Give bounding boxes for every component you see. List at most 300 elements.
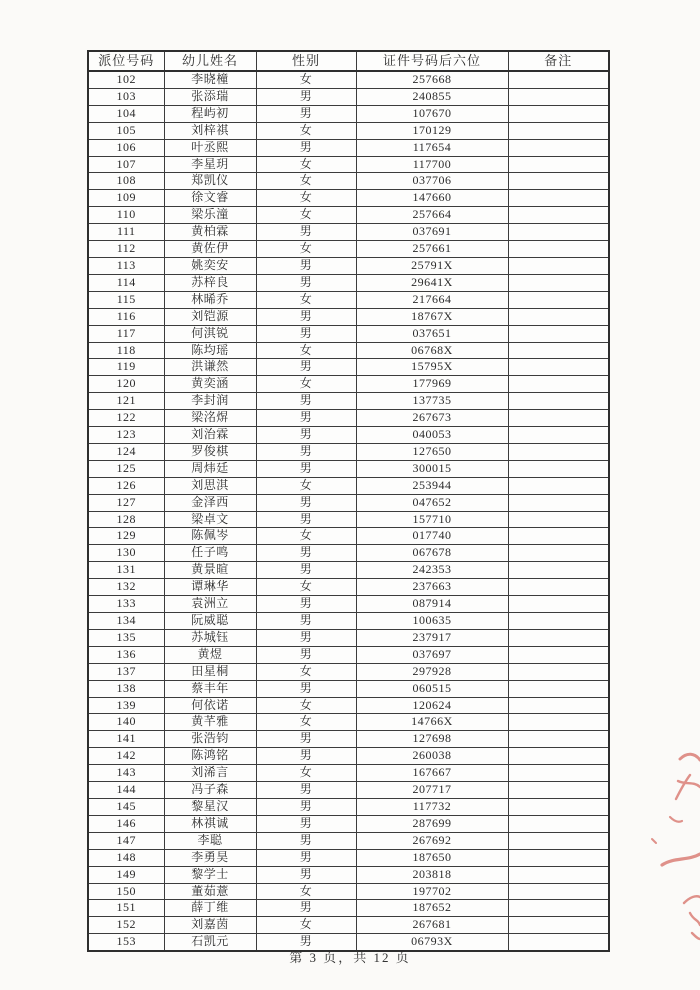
- cell-name: 黄佐伊: [164, 241, 256, 258]
- table-body: [88, 71, 609, 951]
- cell-name: 苏城钰: [164, 629, 256, 646]
- cell-id6: 107670: [356, 105, 508, 122]
- cell-name: 蔡丰年: [164, 680, 256, 697]
- table-row: [88, 224, 609, 241]
- cell-id6: 037651: [356, 325, 508, 342]
- cell-id6: 170129: [356, 122, 508, 139]
- cell-name: 董茹薏: [164, 883, 256, 900]
- table-header-row: [88, 51, 609, 71]
- table-row: [88, 427, 609, 444]
- cell-note: [508, 224, 609, 241]
- table-row: [88, 477, 609, 494]
- cell-gender: 女: [256, 528, 356, 545]
- cell-note: [508, 88, 609, 105]
- cell-id6: 237663: [356, 579, 508, 596]
- table-row: [88, 325, 609, 342]
- cell-note: [508, 900, 609, 917]
- cell-no: 135: [88, 629, 164, 646]
- cell-note: [508, 393, 609, 410]
- cell-note: [508, 680, 609, 697]
- cell-gender: 男: [256, 731, 356, 748]
- cell-note: [508, 545, 609, 562]
- cell-id6: 297928: [356, 663, 508, 680]
- cell-id6: 25791X: [356, 257, 508, 274]
- cell-id6: 253944: [356, 477, 508, 494]
- cell-gender: 男: [256, 849, 356, 866]
- cell-id6: 257661: [356, 241, 508, 258]
- cell-note: [508, 883, 609, 900]
- cell-no: 110: [88, 207, 164, 224]
- cell-gender: 女: [256, 376, 356, 393]
- cell-name: 谭琳华: [164, 579, 256, 596]
- table-row: [88, 900, 609, 917]
- cell-id6: 037706: [356, 173, 508, 190]
- cell-name: 刘治霖: [164, 427, 256, 444]
- cell-id6: 177969: [356, 376, 508, 393]
- cell-id6: 15795X: [356, 359, 508, 376]
- cell-name: 林祺诚: [164, 815, 256, 832]
- cell-no: 125: [88, 460, 164, 477]
- cell-no: 136: [88, 646, 164, 663]
- cell-note: [508, 579, 609, 596]
- cell-no: 152: [88, 917, 164, 934]
- cell-no: 129: [88, 528, 164, 545]
- cell-id6: 257668: [356, 71, 508, 88]
- cell-gender: 男: [256, 629, 356, 646]
- cell-id6: 067678: [356, 545, 508, 562]
- cell-name: 李勇昊: [164, 849, 256, 866]
- cell-gender: 女: [256, 173, 356, 190]
- cell-id6: 047652: [356, 494, 508, 511]
- table-row: [88, 883, 609, 900]
- cell-note: [508, 511, 609, 528]
- cell-note: [508, 798, 609, 815]
- cell-name: 冯子森: [164, 782, 256, 799]
- table-row: [88, 562, 609, 579]
- cell-id6: 100635: [356, 613, 508, 630]
- cell-gender: 男: [256, 393, 356, 410]
- cell-gender: 女: [256, 207, 356, 224]
- cell-note: [508, 849, 609, 866]
- cell-id6: 017740: [356, 528, 508, 545]
- cell-gender: 男: [256, 257, 356, 274]
- cell-name: 黄芊雅: [164, 714, 256, 731]
- cell-id6: 29641X: [356, 274, 508, 291]
- cell-gender: 男: [256, 562, 356, 579]
- cell-no: 120: [88, 376, 164, 393]
- table-row: [88, 393, 609, 410]
- cell-name: 田星桐: [164, 663, 256, 680]
- cell-name: 黄奕涵: [164, 376, 256, 393]
- cell-id6: 267692: [356, 832, 508, 849]
- cell-no: 146: [88, 815, 164, 832]
- table-row: [88, 629, 609, 646]
- table-row: [88, 71, 609, 88]
- cell-gender: 男: [256, 88, 356, 105]
- cell-name: 梁乐潼: [164, 207, 256, 224]
- cell-gender: 男: [256, 815, 356, 832]
- cell-no: 127: [88, 494, 164, 511]
- cell-name: 何淇锐: [164, 325, 256, 342]
- table-row: [88, 680, 609, 697]
- cell-id6: 203818: [356, 866, 508, 883]
- cell-gender: 男: [256, 934, 356, 951]
- cell-gender: 男: [256, 511, 356, 528]
- cell-no: 114: [88, 274, 164, 291]
- cell-note: [508, 241, 609, 258]
- table-row: [88, 849, 609, 866]
- cell-name: 姚奕安: [164, 257, 256, 274]
- cell-name: 石凯元: [164, 934, 256, 951]
- cell-no: 106: [88, 139, 164, 156]
- cell-no: 131: [88, 562, 164, 579]
- cell-name: 李封润: [164, 393, 256, 410]
- table-row: [88, 156, 609, 173]
- cell-gender: 男: [256, 900, 356, 917]
- column-header-note: 备注: [508, 51, 609, 71]
- cell-note: [508, 629, 609, 646]
- cell-id6: 117732: [356, 798, 508, 815]
- table-row: [88, 410, 609, 427]
- cell-no: 137: [88, 663, 164, 680]
- cell-name: 梁卓文: [164, 511, 256, 528]
- cell-no: 102: [88, 71, 164, 88]
- table-row: [88, 291, 609, 308]
- cell-name: 阮威聪: [164, 613, 256, 630]
- cell-note: [508, 646, 609, 663]
- cell-name: 叶丞熙: [164, 139, 256, 156]
- cell-name: 薛丁维: [164, 900, 256, 917]
- cell-note: [508, 697, 609, 714]
- cell-name: 苏梓良: [164, 274, 256, 291]
- cell-name: 李聪: [164, 832, 256, 849]
- cell-note: [508, 71, 609, 88]
- cell-gender: 男: [256, 105, 356, 122]
- cell-gender: 男: [256, 613, 356, 630]
- cell-id6: 040053: [356, 427, 508, 444]
- cell-no: 151: [88, 900, 164, 917]
- table-row: [88, 359, 609, 376]
- table-row: [88, 88, 609, 105]
- cell-id6: 267681: [356, 917, 508, 934]
- cell-name: 刘铠源: [164, 308, 256, 325]
- cell-note: [508, 731, 609, 748]
- table-row: [88, 443, 609, 460]
- table-row: [88, 511, 609, 528]
- cell-name: 周炜廷: [164, 460, 256, 477]
- table-row: [88, 460, 609, 477]
- cell-id6: 217664: [356, 291, 508, 308]
- table-row: [88, 274, 609, 291]
- table-row: [88, 139, 609, 156]
- cell-gender: 男: [256, 646, 356, 663]
- table-row: [88, 815, 609, 832]
- cell-no: 149: [88, 866, 164, 883]
- cell-note: [508, 866, 609, 883]
- cell-note: [508, 291, 609, 308]
- cell-id6: 187652: [356, 900, 508, 917]
- cell-note: [508, 105, 609, 122]
- table-row: [88, 832, 609, 849]
- cell-name: 刘梓祺: [164, 122, 256, 139]
- cell-gender: 女: [256, 714, 356, 731]
- cell-no: 145: [88, 798, 164, 815]
- cell-note: [508, 207, 609, 224]
- cell-gender: 男: [256, 427, 356, 444]
- cell-note: [508, 748, 609, 765]
- column-header-number: 派位号码: [88, 51, 164, 71]
- cell-no: 143: [88, 765, 164, 782]
- cell-id6: 187650: [356, 849, 508, 866]
- cell-id6: 207717: [356, 782, 508, 799]
- cell-id6: 060515: [356, 680, 508, 697]
- cell-name: 徐文睿: [164, 190, 256, 207]
- cell-gender: 男: [256, 832, 356, 849]
- cell-id6: 287699: [356, 815, 508, 832]
- cell-note: [508, 173, 609, 190]
- cell-note: [508, 257, 609, 274]
- cell-no: 128: [88, 511, 164, 528]
- cell-id6: 240855: [356, 88, 508, 105]
- cell-no: 122: [88, 410, 164, 427]
- cell-note: [508, 917, 609, 934]
- cell-no: 111: [88, 224, 164, 241]
- table-row: [88, 105, 609, 122]
- table-row: [88, 241, 609, 258]
- cell-gender: 女: [256, 291, 356, 308]
- table-row: [88, 646, 609, 663]
- cell-name: 黄景暄: [164, 562, 256, 579]
- table-row: [88, 494, 609, 511]
- cell-note: [508, 139, 609, 156]
- cell-no: 119: [88, 359, 164, 376]
- cell-id6: 197702: [356, 883, 508, 900]
- cell-gender: 男: [256, 359, 356, 376]
- cell-name: 李星玥: [164, 156, 256, 173]
- cell-gender: 女: [256, 917, 356, 934]
- cell-name: 何依诺: [164, 697, 256, 714]
- cell-gender: 女: [256, 342, 356, 359]
- cell-id6: 242353: [356, 562, 508, 579]
- cell-no: 141: [88, 731, 164, 748]
- table-row: [88, 376, 609, 393]
- cell-no: 144: [88, 782, 164, 799]
- table-row: [88, 731, 609, 748]
- cell-no: 134: [88, 613, 164, 630]
- cell-gender: 女: [256, 765, 356, 782]
- cell-note: [508, 528, 609, 545]
- cell-note: [508, 477, 609, 494]
- cell-no: 147: [88, 832, 164, 849]
- cell-gender: 男: [256, 798, 356, 815]
- cell-gender: 男: [256, 545, 356, 562]
- cell-id6: 037691: [356, 224, 508, 241]
- cell-gender: 女: [256, 663, 356, 680]
- cell-name: 郑凯仪: [164, 173, 256, 190]
- column-header-name: 幼儿姓名: [164, 51, 256, 71]
- cell-no: 115: [88, 291, 164, 308]
- cell-no: 107: [88, 156, 164, 173]
- cell-name: 林晞乔: [164, 291, 256, 308]
- table-row: [88, 207, 609, 224]
- cell-name: 陈鸿铭: [164, 748, 256, 765]
- cell-gender: 女: [256, 122, 356, 139]
- cell-note: [508, 427, 609, 444]
- cell-id6: 137735: [356, 393, 508, 410]
- cell-note: [508, 460, 609, 477]
- cell-gender: 男: [256, 139, 356, 156]
- cell-no: 132: [88, 579, 164, 596]
- table-row: [88, 122, 609, 139]
- cell-name: 李晓橦: [164, 71, 256, 88]
- cell-no: 109: [88, 190, 164, 207]
- cell-name: 梁洺焺: [164, 410, 256, 427]
- cell-note: [508, 156, 609, 173]
- cell-id6: 127650: [356, 443, 508, 460]
- placement-roster-table: [87, 50, 610, 952]
- table-row: [88, 190, 609, 207]
- cell-gender: 男: [256, 460, 356, 477]
- cell-id6: 117700: [356, 156, 508, 173]
- table-row: [88, 257, 609, 274]
- table-row: [88, 782, 609, 799]
- cell-gender: 女: [256, 883, 356, 900]
- cell-note: [508, 376, 609, 393]
- cell-id6: 18767X: [356, 308, 508, 325]
- cell-note: [508, 562, 609, 579]
- cell-name: 任子鸣: [164, 545, 256, 562]
- cell-no: 142: [88, 748, 164, 765]
- cell-no: 140: [88, 714, 164, 731]
- cell-id6: 257664: [356, 207, 508, 224]
- cell-gender: 女: [256, 190, 356, 207]
- cell-name: 黎学士: [164, 866, 256, 883]
- table-row: [88, 596, 609, 613]
- cell-id6: 157710: [356, 511, 508, 528]
- cell-no: 124: [88, 443, 164, 460]
- cell-gender: 女: [256, 156, 356, 173]
- cell-id6: 127698: [356, 731, 508, 748]
- cell-id6: 117654: [356, 139, 508, 156]
- table-row: [88, 748, 609, 765]
- cell-no: 150: [88, 883, 164, 900]
- cell-no: 103: [88, 88, 164, 105]
- table-row: [88, 765, 609, 782]
- cell-id6: 237917: [356, 629, 508, 646]
- cell-note: [508, 308, 609, 325]
- cell-note: [508, 815, 609, 832]
- table-row: [88, 798, 609, 815]
- table-row: [88, 613, 609, 630]
- cell-gender: 男: [256, 866, 356, 883]
- cell-note: [508, 122, 609, 139]
- cell-note: [508, 613, 609, 630]
- table-row: [88, 663, 609, 680]
- cell-gender: 男: [256, 224, 356, 241]
- cell-gender: 男: [256, 596, 356, 613]
- table-row: [88, 528, 609, 545]
- cell-no: 139: [88, 697, 164, 714]
- cell-gender: 女: [256, 477, 356, 494]
- cell-name: 黄煜: [164, 646, 256, 663]
- cell-id6: 120624: [356, 697, 508, 714]
- cell-gender: 男: [256, 748, 356, 765]
- cell-note: [508, 274, 609, 291]
- cell-no: 116: [88, 308, 164, 325]
- cell-id6: 06768X: [356, 342, 508, 359]
- cell-name: 洪谦然: [164, 359, 256, 376]
- cell-name: 张浩钧: [164, 731, 256, 748]
- cell-no: 126: [88, 477, 164, 494]
- cell-no: 133: [88, 596, 164, 613]
- cell-note: [508, 443, 609, 460]
- cell-id6: 167667: [356, 765, 508, 782]
- cell-gender: 女: [256, 697, 356, 714]
- cell-name: 黎星汉: [164, 798, 256, 815]
- cell-gender: 男: [256, 308, 356, 325]
- column-header-id-digits: 证件号码后六位: [356, 51, 508, 71]
- cell-id6: 087914: [356, 596, 508, 613]
- table-row: [88, 697, 609, 714]
- cell-gender: 男: [256, 494, 356, 511]
- cell-no: 118: [88, 342, 164, 359]
- cell-name: 刘嘉茵: [164, 917, 256, 934]
- cell-id6: 06793X: [356, 934, 508, 951]
- cell-id6: 267673: [356, 410, 508, 427]
- cell-name: 陈佩岑: [164, 528, 256, 545]
- table-row: [88, 173, 609, 190]
- cell-name: 金泽西: [164, 494, 256, 511]
- cell-no: 117: [88, 325, 164, 342]
- cell-no: 121: [88, 393, 164, 410]
- cell-note: [508, 765, 609, 782]
- cell-id6: 14766X: [356, 714, 508, 731]
- red-seal-fragment: [640, 733, 700, 943]
- cell-name: 张添瑞: [164, 88, 256, 105]
- cell-note: [508, 714, 609, 731]
- cell-no: 138: [88, 680, 164, 697]
- cell-note: [508, 494, 609, 511]
- table-row: [88, 545, 609, 562]
- cell-gender: 男: [256, 443, 356, 460]
- cell-note: [508, 832, 609, 849]
- cell-note: [508, 359, 609, 376]
- cell-name: 程屿初: [164, 105, 256, 122]
- cell-gender: 女: [256, 241, 356, 258]
- cell-name: 黄柏霖: [164, 224, 256, 241]
- table-row: [88, 579, 609, 596]
- cell-no: 113: [88, 257, 164, 274]
- cell-name: 袁洲立: [164, 596, 256, 613]
- cell-id6: 037697: [356, 646, 508, 663]
- cell-note: [508, 663, 609, 680]
- cell-no: 130: [88, 545, 164, 562]
- cell-no: 123: [88, 427, 164, 444]
- cell-gender: 女: [256, 71, 356, 88]
- table-row: [88, 342, 609, 359]
- table-row: [88, 714, 609, 731]
- cell-gender: 男: [256, 325, 356, 342]
- table-row: [88, 917, 609, 934]
- cell-no: 153: [88, 934, 164, 951]
- cell-name: 刘思淇: [164, 477, 256, 494]
- cell-note: [508, 410, 609, 427]
- cell-id6: 260038: [356, 748, 508, 765]
- column-header-gender: 性别: [256, 51, 356, 71]
- table-row: [88, 866, 609, 883]
- cell-no: 148: [88, 849, 164, 866]
- cell-note: [508, 190, 609, 207]
